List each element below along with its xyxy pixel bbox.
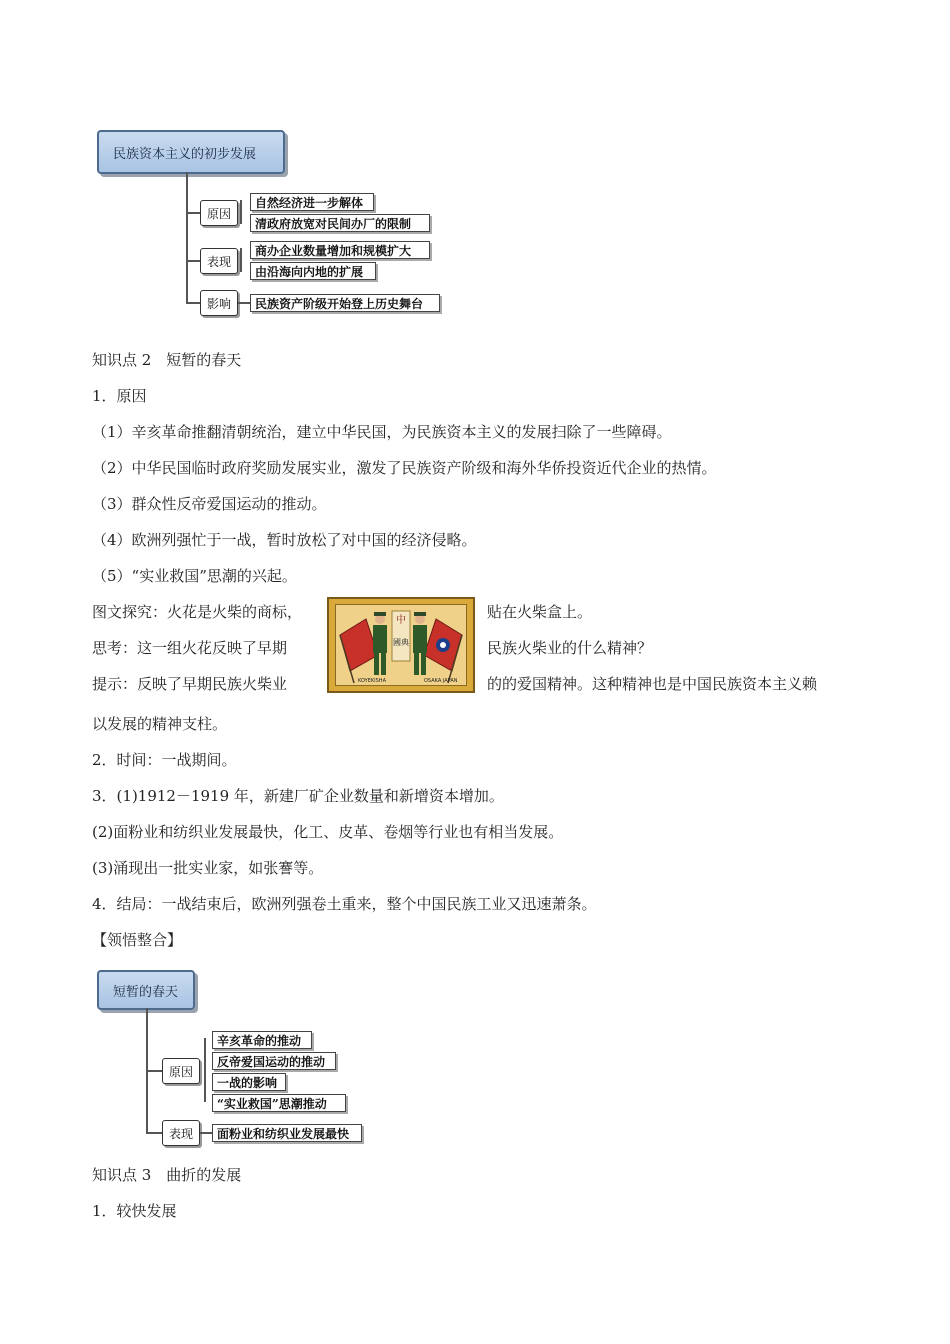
mindmap1-branch-impact: 影响 [200, 290, 238, 316]
mindmap1-root: 民族资本主义的初步发展 [97, 130, 285, 174]
matchbox-top-text: 中 [396, 615, 406, 626]
mindmap1-branch-manifest: 表现 [200, 248, 238, 274]
explore-right-3: 的的爱国精神。这种精神也是中国民族资本主义赖 [487, 675, 818, 693]
explore-left-3: 提示：反映了早期民族火柴业 [92, 675, 288, 693]
mindmap2-leaf: 辛亥革命的推动 [212, 1031, 312, 1049]
section2-item4: 4．结局：一战结束后，欧洲列强卷土重来，整个中国民族工业又迅速萧条。 [92, 895, 597, 913]
matchbox-left-caption: KOYEKISHA [358, 678, 386, 684]
reason-line: （4）欧洲列强忙于一战，暂时放松了对中国的经济侵略。 [92, 531, 477, 549]
mindmap2-leaf: 反帝爱国运动的推动 [212, 1052, 336, 1070]
section2-item1-title: 1．原因 [92, 387, 147, 405]
mindmap2-leaf: “实业救国”思潮推动 [212, 1094, 346, 1112]
mindmap1-leaf: 商办企业数量增加和规模扩大 [250, 241, 430, 259]
section2-summary: 【领悟整合】 [92, 931, 183, 949]
mindmap1-leaf: 民族资产阶级开始登上历史舞台 [250, 294, 440, 312]
mindmap1-leaf: 自然经济进一步解体 [250, 193, 374, 211]
mindmap2-root: 短暂的春天 [97, 970, 195, 1010]
explore-left-1: 图文探究：火花是火柴的商标， [92, 603, 303, 621]
section2-item3b: (2)面粉业和纺织业发展最快，化工、皮革、卷烟等行业也有相当发展。 [92, 823, 564, 841]
section3-item1: 1．较快发展 [92, 1202, 177, 1220]
mindmap2-leaf: 面粉业和纺织业发展最快 [212, 1124, 362, 1142]
reason-line: （1）辛亥革命推翻清朝统治，建立中华民国，为民族资本主义的发展扫除了一些障碍。 [92, 423, 672, 441]
mindmap1-leaf: 由沿海向内地的扩展 [250, 262, 376, 280]
mindmap2-leaf: 一战的影响 [212, 1073, 286, 1091]
mindmap1-branch-reason: 原因 [200, 200, 238, 226]
explore-left-2: 思考：这一组火花反映了早期 [92, 639, 288, 657]
mindmap2-branch-manifest: 表现 [162, 1120, 200, 1146]
section2-item2: 2．时间：一战期间。 [92, 751, 237, 769]
section2-heading: 知识点 2 短暂的春天 [92, 351, 242, 369]
mindmap1-trunk [186, 172, 188, 304]
explore-continued: 以发展的精神支柱。 [92, 715, 228, 733]
matchbox-right-caption: OSAKA JAPAN [424, 678, 458, 684]
explore-right-1: 贴在火柴盒上。 [487, 603, 593, 621]
section2-item3c: (3)涌现出一批实业家，如张謇等。 [92, 859, 324, 877]
reason-line: （2）中华民国临时政府奖励发展实业，激发了民族资产阶级和海外华侨投资近代企业的热情。 [92, 459, 717, 477]
reason-line: （3）群众性反帝爱国运动的推动。 [92, 495, 327, 513]
matchbox-label-image [327, 597, 475, 693]
mindmap1-leaf: 清政府放宽对民间办厂的限制 [250, 214, 430, 232]
explore-right-2: 民族火柴业的什么精神？ [487, 639, 653, 657]
section2-item3: 3．(1)1912－1919 年，新建厂矿企业数量和新增资本增加。 [92, 787, 504, 805]
mindmap2-branch-reason: 原因 [162, 1058, 200, 1084]
section3-heading: 知识点 3 曲折的发展 [92, 1166, 242, 1184]
reason-line: （5）“实业救国”思潮的兴起。 [92, 567, 297, 585]
matchbox-center-text: 國典 [393, 638, 409, 647]
